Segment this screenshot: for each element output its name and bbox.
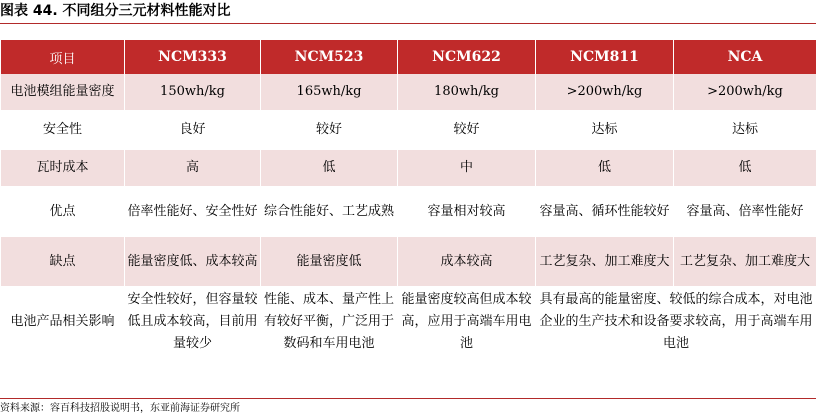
table-cell: 安全性较好，但容量较低且成本较高，目前用量较少 <box>125 287 261 358</box>
header-ncm523: NCM523 <box>261 40 398 74</box>
row-label: 安全性 <box>1 111 125 150</box>
table-cell: 能量密度低 <box>261 237 398 287</box>
source-note: 资料来源：容百科技招股说明书，东亚前海证券研究所 <box>0 403 240 414</box>
table-cell-merged: 具有最高的能量密度、较低的综合成本，对电池企业的生产技术和设备要求较高，用于高端车用电池 <box>536 287 816 358</box>
table-cell: 成本较高 <box>398 237 536 287</box>
comparison-table <box>0 40 816 358</box>
table-row <box>1 187 816 237</box>
table-cell: 150wh/kg <box>125 74 261 111</box>
table-cell: 倍率性能好、安全性好 <box>125 187 261 237</box>
table-cell: 中 <box>398 150 536 187</box>
table-cell: 较好 <box>261 111 398 150</box>
table-header-row <box>1 40 816 74</box>
table-cell: 达标 <box>536 111 674 150</box>
table-cell: >200wh/kg <box>536 74 674 111</box>
table-cell: 容量高、循环性能较好 <box>536 187 674 237</box>
table-cell: 高 <box>125 150 261 187</box>
row-label: 电池模组能量密度 <box>1 74 125 111</box>
table-cell: 能量密度较高但成本较高，应用于高端车用电池 <box>398 287 536 358</box>
header-item: 项目 <box>1 40 125 74</box>
table-cell: 较好 <box>398 111 536 150</box>
table-row <box>1 74 816 111</box>
table-cell: 低 <box>536 150 674 187</box>
row-label: 优点 <box>1 187 125 237</box>
table-cell: 165wh/kg <box>261 74 398 111</box>
header-ncm622: NCM622 <box>398 40 536 74</box>
table-cell: 低 <box>674 150 816 187</box>
figure-title: 图表 44. 不同组分三元材料性能对比 <box>0 3 231 19</box>
row-label: 瓦时成本 <box>1 150 125 187</box>
row-label: 电池产品相关影响 <box>1 287 125 358</box>
table-cell: 容量高、倍率性能好 <box>674 187 816 237</box>
row-label: 缺点 <box>1 237 125 287</box>
table-cell: 达标 <box>674 111 816 150</box>
table-cell: 低 <box>261 150 398 187</box>
table-row <box>1 150 816 187</box>
table-cell: 综合性能好、工艺成熟 <box>261 187 398 237</box>
table-cell: 性能、成本、量产性上有较好平衡，广泛用于数码和车用电池 <box>261 287 398 358</box>
table-cell: 180wh/kg <box>398 74 536 111</box>
table-cell: >200wh/kg <box>674 74 816 111</box>
table-cell: 良好 <box>125 111 261 150</box>
table-cell: 工艺复杂、加工难度大 <box>674 237 816 287</box>
table-row <box>1 111 816 150</box>
table-row <box>1 287 816 358</box>
table-row <box>1 237 816 287</box>
title-divider <box>0 23 816 24</box>
table-cell: 工艺复杂、加工难度大 <box>536 237 674 287</box>
header-ncm811: NCM811 <box>536 40 674 74</box>
header-nca: NCA <box>674 40 816 74</box>
table-cell: 容量相对较高 <box>398 187 536 237</box>
bottom-divider <box>0 398 816 399</box>
table-cell: 能量密度低、成本较高 <box>125 237 261 287</box>
header-ncm333: NCM333 <box>125 40 261 74</box>
